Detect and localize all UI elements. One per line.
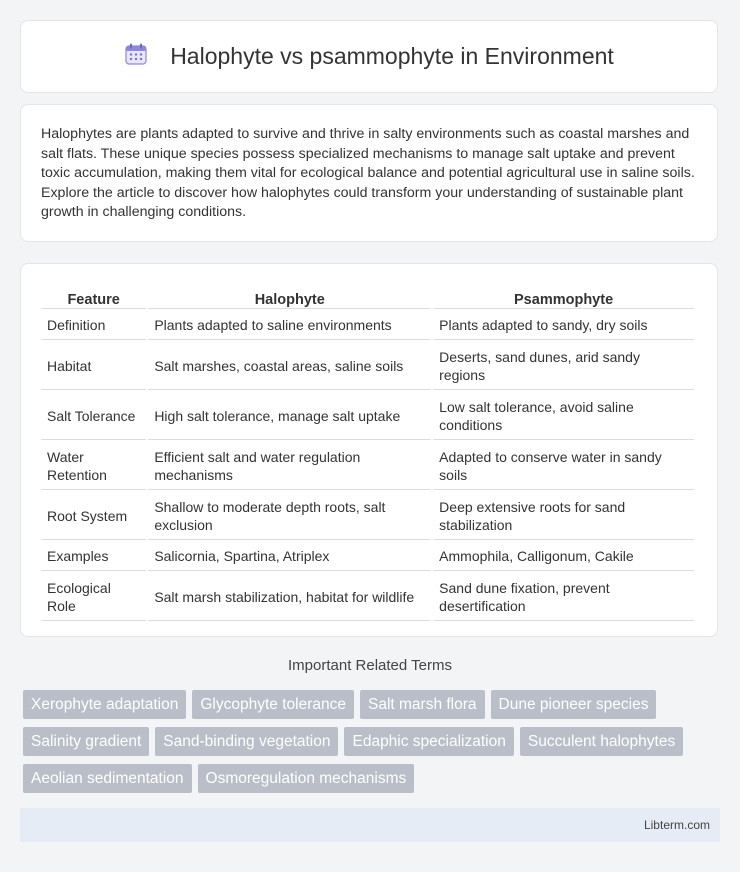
column-header-feature: Feature (41, 284, 146, 309)
related-terms-list (23, 690, 713, 793)
related-term-tag[interactable]: Salt marsh flora (360, 690, 485, 719)
psammophyte-cell: Ammophila, Calligonum, Cakile (433, 542, 694, 571)
psammophyte-cell: Adapted to conserve water in sandy soils (433, 442, 694, 490)
psammophyte-cell: Deep extensive roots for sand stabilization (433, 492, 694, 540)
related-term-tag[interactable]: Succulent halophytes (520, 727, 683, 756)
feature-cell: Examples (41, 542, 146, 571)
halophyte-cell: Plants adapted to saline environments (148, 311, 431, 340)
feature-cell: Root System (41, 492, 146, 540)
related-term-tag[interactable]: Aeolian sedimentation (23, 764, 192, 793)
table-row (41, 342, 694, 390)
psammophyte-cell: Low salt tolerance, avoid saline conditions (433, 392, 694, 440)
psammophyte-cell: Sand dune fixation, prevent desertification (433, 573, 694, 621)
halophyte-cell: Shallow to moderate depth roots, salt exclusion (148, 492, 431, 540)
related-term-tag[interactable]: Edaphic specialization (344, 727, 513, 756)
table-row (41, 311, 694, 340)
halophyte-cell: Salt marshes, coastal areas, saline soils (148, 342, 431, 390)
halophyte-cell: Salicornia, Spartina, Atriplex (148, 542, 431, 571)
column-header-psammophyte: Psammophyte (433, 284, 694, 309)
page-title: Halophyte vs psammophyte in Environment (170, 43, 614, 69)
related-term-tag[interactable]: Dune pioneer species (491, 690, 657, 719)
feature-cell: Water Retention (41, 442, 146, 490)
table-row (41, 573, 694, 621)
related-term-tag[interactable]: Xerophyte adaptation (23, 690, 186, 719)
psammophyte-cell: Deserts, sand dunes, arid sandy regions (433, 342, 694, 390)
related-term-tag[interactable]: Glycophyte tolerance (192, 690, 354, 719)
calendar-icon (124, 42, 148, 71)
intro-text: Halophytes are plants adapted to survive and thrive in salty environments such as coastal marshes and salt flats. These unique species possess specialized mechanisms to manage salt uptake and prevent toxic accumulation, making them vital for ecological balance and potential agricultural use in saline soils. Explore the article to discover how halophytes could transform your understanding of sustainable plant growth in challenging conditions. (41, 126, 695, 221)
related-term-tag[interactable]: Sand-binding vegetation (155, 727, 338, 756)
table-header-row (41, 284, 694, 309)
feature-cell: Definition (41, 311, 146, 340)
table-row (41, 542, 694, 571)
title-wrap (124, 42, 614, 71)
footer (20, 808, 720, 842)
related-term-tag[interactable]: Osmoregulation mechanisms (198, 764, 415, 793)
feature-cell: Salt Tolerance (41, 392, 146, 440)
related-terms-title: Important Related Terms (288, 657, 452, 674)
table-row (41, 442, 694, 490)
psammophyte-cell: Plants adapted to sandy, dry soils (433, 311, 694, 340)
header-card (20, 20, 718, 93)
comparison-card (20, 263, 718, 637)
intro-card (20, 104, 718, 242)
halophyte-cell: Salt marsh stabilization, habitat for wildlife (148, 573, 431, 621)
table-row (41, 392, 694, 440)
feature-cell: Habitat (41, 342, 146, 390)
column-header-halophyte: Halophyte (148, 284, 431, 309)
table-row (41, 492, 694, 540)
feature-cell: Ecological Role (41, 573, 146, 621)
halophyte-cell: High salt tolerance, manage salt uptake (148, 392, 431, 440)
footer-brand-link[interactable]: Libterm.com (643, 818, 710, 832)
related-term-tag[interactable]: Salinity gradient (23, 727, 149, 756)
halophyte-cell: Efficient salt and water regulation mechanisms (148, 442, 431, 490)
comparison-table (39, 282, 696, 623)
